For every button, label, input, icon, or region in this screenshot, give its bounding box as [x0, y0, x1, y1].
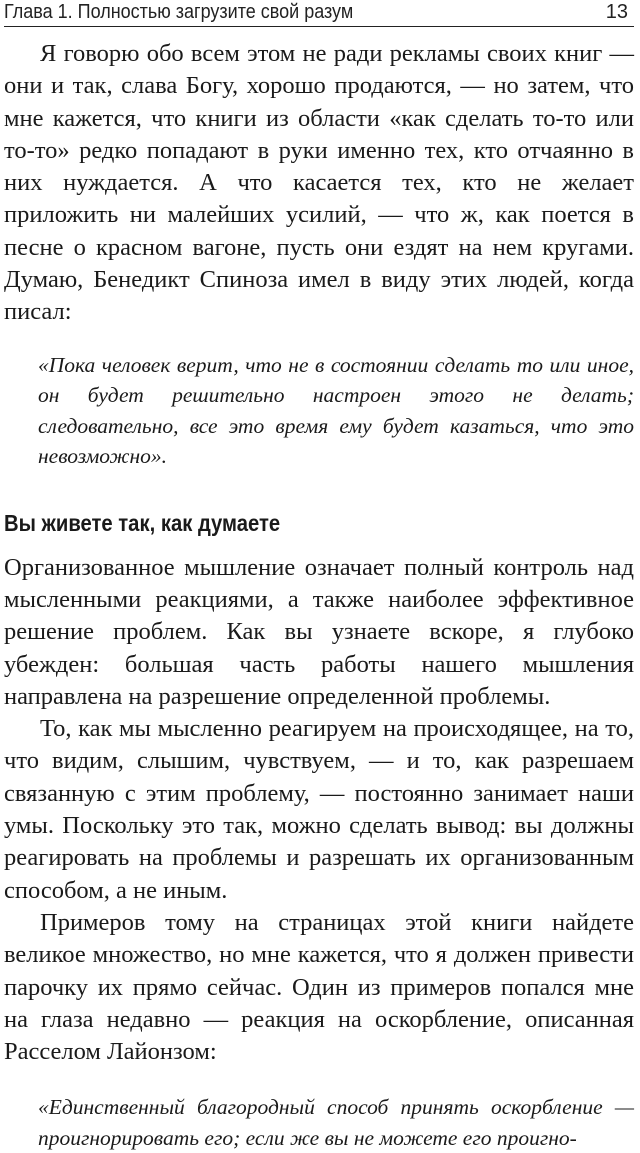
paragraph: То, как мы мысленно реагируем на происходящее, на то, что видим, слышим, чувствуем, — и то, как разрешаем связанную с этим проблему, — постоянно занимает наши умы. Поскольку это так, можно сделать вывод: вы должны реагировать на проблемы и разрешать их организованным способом, а не иным. [4, 715, 634, 904]
block-quote: «Пока человек верит, что не в состоянии сделать то или иное, он будет решительно настроен этого не делать; следовательно, все это время ему будет казаться, что это невозможно». [38, 352, 634, 469]
block-quote: «Единственный благородный способ принять оскорбление — проигнорировать его; если же вы не можете его проигно- [38, 1095, 634, 1150]
paragraph: Организованное мышление означает полный контроль над мысленными реакциями, а также наиболее эффективное решение проблем. Как вы узнаете вскоре, я глубоко убежден: большая часть работы нашего мышления направлена на разрешение определенной проблемы. [4, 553, 634, 710]
running-header [4, 0, 634, 26]
page-body [4, 36, 634, 1153]
chapter-title: Глава 1. Полностью загрузите свой разум [4, 1, 354, 23]
paragraph: Примеров тому на страницах этой книги найдете великое множество, но мне кажется, что я должен привести парочку их прямо сейчас. Один из примеров попался мне на глаза недавно — реакция на оскорбление, описанная Расселом Лайонзом: [4, 908, 634, 1066]
header-rule [4, 26, 634, 27]
section-heading: Вы живете так, как думаете [4, 509, 281, 536]
page-number: 13 [605, 1, 628, 23]
paragraph: Я говорю обо всем этом не ради рекламы своих книг — они и так, слава Богу, хорошо продаются, — но затем, что мне кажется, что книги из области «как сделать то-то или то-то» редко попадают в руки именно тех, кто отчаянно в них нуждается. А что касается тех, кто не желает приложить ни малейших усилий, — что ж, как поется в песне о красном вагоне, пусть они ездят на нем кругами. Думаю, Бенедикт Спиноза имел в виду этих людей, когда писал: [4, 40, 634, 326]
